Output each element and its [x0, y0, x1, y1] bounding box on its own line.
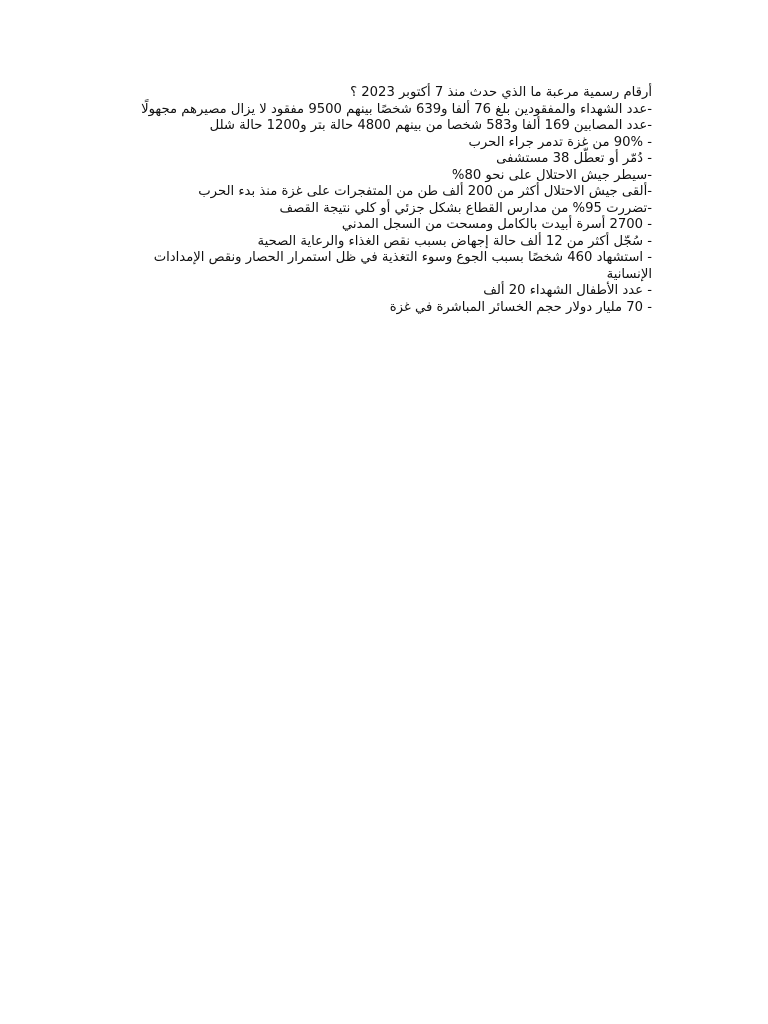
document-line-10: - استشهاد 460 شخصًا بسبب الجوع وسوء التغذية في ظل استمرار الحصار ونقص الإمدادات الإنسانية	[153, 250, 652, 282]
document-line-1: -عدد الشهداء والمفقودين بلغ 76 ألفا و639 شخصًا بينهم 9500 مفقود لا يزال مصيرهم مجهولًا	[141, 101, 652, 117]
document-line-9: - سُجّل أكثر من 12 ألف حالة إجهاض بسبب نقص الغذاء والرعاية الصحية	[257, 233, 652, 249]
document-line-3: - 90% من غزة تدمر جراء الحرب	[468, 134, 652, 150]
document-body	[116, 85, 652, 316]
document-line-5: -سيطر جيش الاحتلال على نحو 80%	[451, 167, 652, 183]
document-line-4: - دُمّر أو تعطّل 38 مستشفى	[496, 151, 652, 166]
document-line-12: - 70 مليار دولار حجم الخسائر المباشرة في غزة	[389, 299, 652, 315]
document-line-7: -تضررت 95% من مدارس القطاع بشكل جزئي أو كلي نتيجة القصف	[279, 200, 652, 216]
document-line-11: - عدد الأطفال الشهداء 20 ألف	[483, 283, 652, 298]
document-title: أرقام رسمية مرعبة ما الذي حدث منذ 7 أكتوبر 2023 ؟	[350, 85, 652, 100]
document-line-8: - 2700 أسرة أبيدت بالكامل ومسحت من السجل المدني	[341, 217, 652, 232]
document-line-2: -عدد المصابين 169 ألفا و583 شخصا من بينهم 4800 حالة بتر و1200 حالة شلل	[209, 118, 652, 133]
document-line-6: -ألقى جيش الاحتلال أكثر من 200 ألف طن من المتفجرات على غزة منذ بدء الحرب	[198, 184, 652, 199]
